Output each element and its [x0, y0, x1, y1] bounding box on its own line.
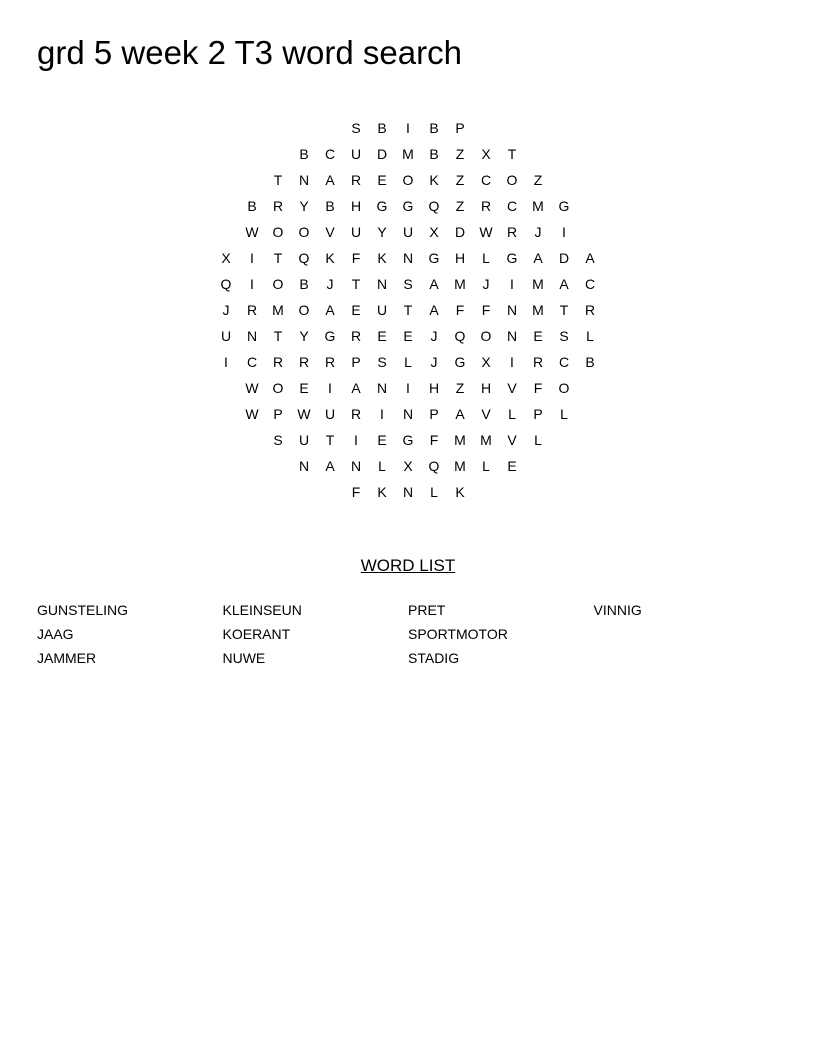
word-list-column: [408, 600, 593, 672]
word-list-item: PRET: [408, 602, 446, 618]
grid-letter: U: [220, 328, 232, 344]
grid-letter: A: [533, 250, 543, 266]
grid-letter: N: [506, 328, 518, 344]
grid-letter: R: [350, 406, 362, 422]
grid-letter: L: [534, 432, 542, 448]
grid-row: [0, 245, 816, 271]
grid-letter: U: [324, 406, 336, 422]
grid-letter: C: [584, 276, 596, 292]
grid-letter: N: [506, 302, 518, 318]
grid-letter: I: [562, 224, 566, 240]
grid-letter: F: [455, 302, 465, 318]
grid-letter: Z: [455, 380, 465, 396]
grid-letter: H: [480, 380, 492, 396]
grid-letter: F: [429, 432, 439, 448]
grid-letter: T: [507, 146, 517, 162]
grid-letter: I: [510, 354, 514, 370]
grid-letter: B: [325, 198, 335, 214]
grid-letter: L: [378, 458, 386, 474]
grid-letter: Y: [377, 224, 387, 240]
grid-letter: O: [272, 380, 284, 396]
grid-letter: S: [273, 432, 283, 448]
grid-letter: I: [250, 250, 254, 266]
grid-letter: E: [377, 328, 387, 344]
grid-letter: E: [351, 302, 361, 318]
page-title: grd 5 week 2 T3 word search: [37, 34, 462, 71]
grid-letter: Q: [428, 198, 440, 214]
grid-letter: T: [273, 250, 283, 266]
grid-letter: V: [325, 224, 335, 240]
grid-letter: L: [482, 250, 490, 266]
grid-letter: O: [298, 302, 310, 318]
grid-letter: I: [224, 354, 228, 370]
grid-letter: P: [455, 120, 465, 136]
grid-letter: R: [350, 172, 362, 188]
grid-row: [0, 375, 816, 401]
grid-letter: Q: [298, 250, 310, 266]
grid-letter: B: [299, 146, 309, 162]
grid-letter: T: [559, 302, 569, 318]
grid-letter: L: [482, 458, 490, 474]
grid-letter: S: [403, 276, 413, 292]
grid-letter: C: [480, 172, 492, 188]
grid-letter: K: [325, 250, 335, 266]
grid-letter: P: [351, 354, 361, 370]
grid-letter: N: [376, 276, 388, 292]
grid-letter: N: [350, 458, 362, 474]
grid-letter: G: [402, 432, 414, 448]
grid-letter: O: [506, 172, 518, 188]
grid-letter: W: [245, 380, 259, 396]
grid-letter: A: [429, 302, 439, 318]
grid-letter: M: [272, 302, 284, 318]
grid-letter: K: [377, 250, 387, 266]
grid-letter: U: [350, 224, 362, 240]
grid-letter: V: [507, 380, 517, 396]
grid-letter: W: [245, 406, 259, 422]
grid-letter: I: [406, 380, 410, 396]
grid-letter: C: [324, 146, 336, 162]
grid-letter: A: [429, 276, 439, 292]
grid-letter: Z: [533, 172, 543, 188]
grid-letter: I: [406, 120, 410, 136]
grid-letter: A: [585, 250, 595, 266]
grid-letter: X: [481, 354, 491, 370]
grid-letter: A: [325, 172, 335, 188]
grid-letter: R: [246, 302, 258, 318]
grid-row: [0, 167, 816, 193]
grid-letter: H: [428, 380, 440, 396]
word-list-column: [223, 600, 408, 672]
grid-letter: J: [222, 302, 230, 318]
grid-letter: R: [480, 198, 492, 214]
grid-letter: R: [324, 354, 336, 370]
grid-letter: R: [532, 354, 544, 370]
grid-letter: U: [350, 146, 362, 162]
grid-letter: E: [403, 328, 413, 344]
grid-letter: Q: [220, 276, 232, 292]
grid-letter: N: [298, 172, 310, 188]
grid-letter: U: [298, 432, 310, 448]
grid-row: [0, 193, 816, 219]
grid-letter: R: [506, 224, 518, 240]
grid-letter: H: [350, 198, 362, 214]
grid-letter: G: [376, 198, 388, 214]
grid-row: [0, 453, 816, 479]
grid-letter: L: [404, 354, 412, 370]
grid-letter: K: [429, 172, 439, 188]
grid-letter: O: [272, 224, 284, 240]
grid-letter: M: [454, 276, 466, 292]
grid-letter: M: [532, 276, 544, 292]
grid-letter: E: [533, 328, 543, 344]
grid-letter: M: [454, 432, 466, 448]
grid-letter: W: [479, 224, 493, 240]
grid-letter: M: [480, 432, 492, 448]
grid-letter: Y: [299, 328, 309, 344]
grid-letter: H: [454, 250, 466, 266]
grid-letter: G: [506, 250, 518, 266]
grid-letter: N: [298, 458, 310, 474]
grid-letter: T: [273, 328, 283, 344]
word-list-item: JAAG: [37, 626, 74, 642]
grid-letter: P: [429, 406, 439, 422]
grid-letter: J: [534, 224, 542, 240]
grid-letter: R: [298, 354, 310, 370]
grid-letter: A: [455, 406, 465, 422]
grid-letter: Z: [455, 146, 465, 162]
grid-letter: F: [351, 484, 361, 500]
grid-letter: M: [532, 198, 544, 214]
grid-letter: M: [532, 302, 544, 318]
grid-letter: X: [221, 250, 231, 266]
grid-letter: S: [559, 328, 569, 344]
grid-letter: R: [272, 198, 284, 214]
grid-letter: T: [273, 172, 283, 188]
grid-letter: O: [402, 172, 414, 188]
grid-letter: E: [507, 458, 517, 474]
word-list-column: [594, 600, 779, 624]
grid-letter: E: [377, 172, 387, 188]
grid-letter: Q: [454, 328, 466, 344]
grid-letter: B: [585, 354, 595, 370]
grid-letter: N: [402, 406, 414, 422]
grid-letter: N: [402, 250, 414, 266]
grid-letter: N: [402, 484, 414, 500]
grid-letter: X: [429, 224, 439, 240]
grid-letter: I: [510, 276, 514, 292]
grid-letter: W: [245, 224, 259, 240]
word-list-item: KLEINSEUN: [222, 602, 302, 618]
grid-letter: A: [559, 276, 569, 292]
grid-letter: I: [328, 380, 332, 396]
word-list-item: SPORTMOTOR: [408, 626, 508, 642]
word-list-item: NUWE: [222, 650, 266, 666]
grid-letter: J: [430, 328, 438, 344]
grid-letter: F: [533, 380, 543, 396]
grid-letter: N: [376, 380, 388, 396]
grid-letter: T: [325, 432, 335, 448]
word-list-item: KOERANT: [222, 626, 291, 642]
grid-row: [0, 323, 816, 349]
grid-letter: T: [403, 302, 413, 318]
grid-letter: T: [351, 276, 361, 292]
grid-letter: W: [297, 406, 311, 422]
grid-letter: L: [586, 328, 594, 344]
word-list-item: VINNIG: [593, 602, 642, 618]
grid-letter: A: [351, 380, 361, 396]
grid-letter: V: [481, 406, 491, 422]
grid-letter: I: [250, 276, 254, 292]
grid-letter: R: [272, 354, 284, 370]
grid-letter: O: [558, 380, 570, 396]
word-list-item: GUNSTELING: [37, 602, 129, 618]
grid-letter: F: [351, 250, 361, 266]
grid-letter: M: [454, 458, 466, 474]
grid-letter: P: [273, 406, 283, 422]
grid-row: [0, 141, 816, 167]
grid-letter: Z: [455, 172, 465, 188]
grid-letter: G: [402, 198, 414, 214]
grid-letter: C: [506, 198, 518, 214]
word-list-item: STADIG: [408, 650, 460, 666]
grid-letter: B: [247, 198, 257, 214]
grid-letter: A: [325, 302, 335, 318]
grid-letter: D: [376, 146, 388, 162]
grid-letter: J: [430, 354, 438, 370]
grid-letter: L: [430, 484, 438, 500]
grid-letter: D: [454, 224, 466, 240]
grid-letter: R: [350, 328, 362, 344]
grid-letter: J: [482, 276, 490, 292]
grid-letter: L: [560, 406, 568, 422]
grid-letter: O: [480, 328, 492, 344]
grid-letter: B: [299, 276, 309, 292]
word-list-item: JAMMER: [37, 650, 97, 666]
grid-row: [0, 219, 816, 245]
grid-letter: K: [377, 484, 387, 500]
grid-row: [0, 401, 816, 427]
grid-letter: Y: [299, 198, 309, 214]
grid-letter: U: [402, 224, 414, 240]
grid-letter: C: [246, 354, 258, 370]
word-list-heading: WORD LIST: [360, 556, 456, 575]
grid-letter: V: [507, 432, 517, 448]
grid-row: [0, 349, 816, 375]
grid-letter: E: [299, 380, 309, 396]
grid-row: [0, 427, 816, 453]
grid-letter: S: [377, 354, 387, 370]
grid-letter: L: [508, 406, 516, 422]
grid-letter: X: [481, 146, 491, 162]
grid-letter: B: [377, 120, 387, 136]
grid-letter: U: [376, 302, 388, 318]
grid-letter: B: [429, 146, 439, 162]
grid-letter: Q: [428, 458, 440, 474]
grid-letter: B: [429, 120, 439, 136]
grid-letter: D: [558, 250, 570, 266]
grid-letter: G: [558, 198, 570, 214]
grid-letter: A: [325, 458, 335, 474]
grid-letter: O: [272, 276, 284, 292]
grid-letter: F: [481, 302, 491, 318]
grid-letter: I: [380, 406, 384, 422]
word-search-grid: [0, 0, 816, 520]
grid-letter: J: [326, 276, 334, 292]
grid-letter: C: [558, 354, 570, 370]
grid-letter: K: [455, 484, 465, 500]
grid-letter: N: [246, 328, 258, 344]
grid-letter: R: [584, 302, 596, 318]
grid-letter: O: [298, 224, 310, 240]
word-list-column: [37, 600, 222, 672]
grid-letter: G: [454, 354, 466, 370]
grid-letter: X: [403, 458, 413, 474]
grid-letter: I: [354, 432, 358, 448]
grid-row: [0, 297, 816, 323]
grid-letter: P: [533, 406, 543, 422]
grid-row: [0, 479, 816, 505]
grid-letter: G: [428, 250, 440, 266]
grid-row: [0, 115, 816, 141]
grid-letter: E: [377, 432, 387, 448]
grid-letter: M: [402, 146, 414, 162]
grid-letter: G: [324, 328, 336, 344]
grid-row: [0, 271, 816, 297]
grid-letter: Z: [455, 198, 465, 214]
grid-letter: S: [351, 120, 361, 136]
